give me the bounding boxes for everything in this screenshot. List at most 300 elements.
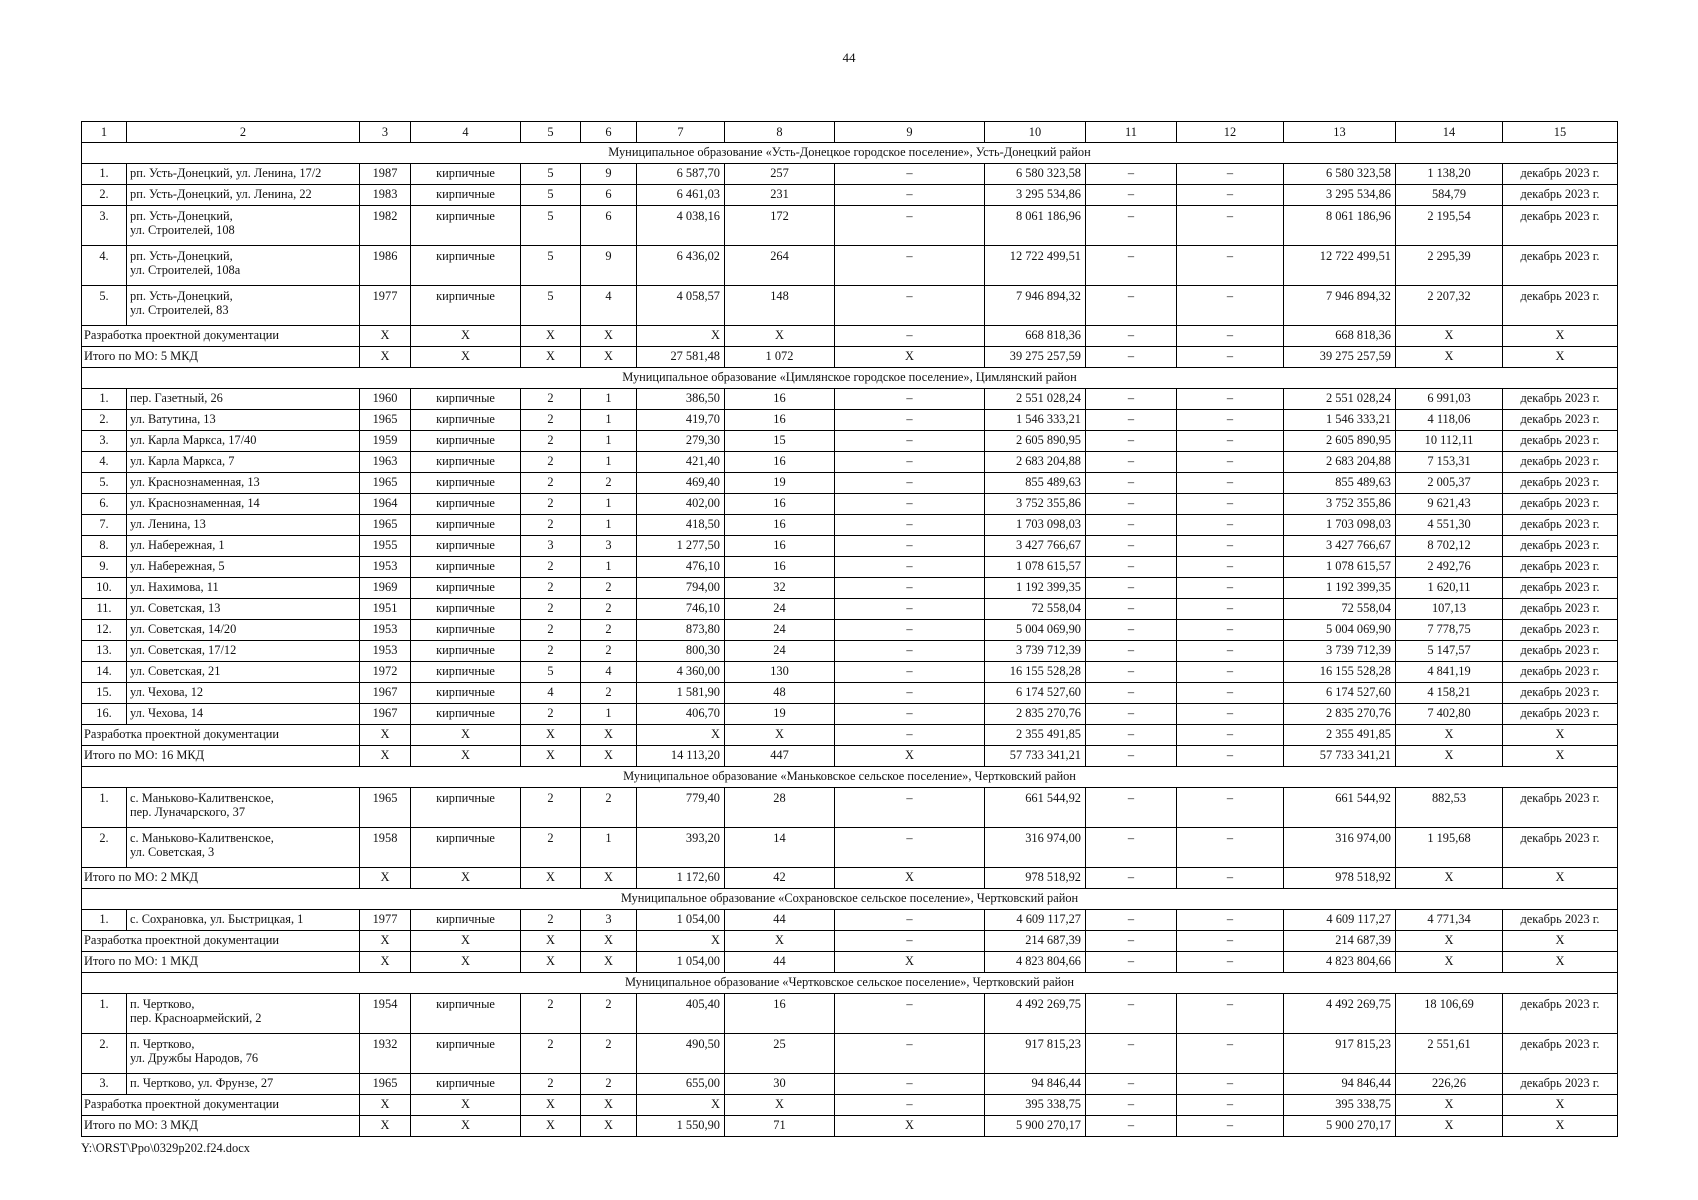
summary-cell: X [581,725,637,746]
summary-cell: X [360,952,411,973]
table-row [82,599,1618,620]
table-cell: 14 [725,828,835,868]
table-cell: 5 [521,206,581,246]
table-cell: 1. [82,164,127,185]
table-cell: – [1177,828,1284,868]
address-cell [127,515,360,536]
summary-cell: X [360,868,411,889]
address-line: ул. Карла Маркса, 17/40 [130,433,257,447]
summary-cell: X [637,931,725,952]
summary-cell: X [835,868,985,889]
table-cell: 1 277,50 [637,536,725,557]
table-cell: 1967 [360,683,411,704]
summary-cell: X [581,746,637,767]
table-cell: 226,26 [1396,1074,1503,1095]
table-row [82,1074,1618,1095]
table-cell: декабрь 2023 г. [1503,1034,1618,1074]
table-cell: 279,30 [637,431,725,452]
address-line: рп. Усть-Донецкий, ул. Ленина, 17/2 [130,166,322,180]
column-header: 4 [411,122,521,143]
table-cell: 4. [82,452,127,473]
table-cell: 8. [82,536,127,557]
summary-cell: 978 518,92 [985,868,1086,889]
table-cell: 402,00 [637,494,725,515]
table-cell: 2 [521,1034,581,1074]
table-cell: 1. [82,788,127,828]
address-line: ул. Чехова, 14 [130,706,204,720]
address-line: ул. Краснознаменная, 13 [130,475,260,489]
table-cell: декабрь 2023 г. [1503,828,1618,868]
table-cell: 9 [581,164,637,185]
page-number: 44 [842,50,856,65]
table-cell: 9. [82,557,127,578]
summary-cell: – [1086,746,1177,767]
table-cell: 16 [725,536,835,557]
table-cell: 16 [725,494,835,515]
table-cell: – [835,578,985,599]
table-cell: 19 [725,473,835,494]
table-cell: – [1086,704,1177,725]
table-cell: 3 295 534,86 [1284,185,1396,206]
summary-cell: – [1086,868,1177,889]
table-cell: 1953 [360,557,411,578]
table-cell: кирпичные [411,599,521,620]
table-row [82,494,1618,515]
table-cell: 4 118,06 [1396,410,1503,431]
table-cell: декабрь 2023 г. [1503,994,1618,1034]
table-cell: 661 544,92 [985,788,1086,828]
address-cell [127,1074,360,1095]
table-cell: – [1086,1074,1177,1095]
summary-cell: X [637,326,725,347]
address-line: ул. Строителей, 108 [130,223,235,237]
address-cell [127,662,360,683]
table-cell: – [1177,452,1284,473]
summary-cell: X [1396,347,1503,368]
table-row [82,410,1618,431]
summary-cell: X [521,868,581,889]
summary-cell: X [521,1116,581,1137]
section-header-row [82,767,1618,788]
table-cell: 3. [82,206,127,246]
address-cell [127,536,360,557]
address-line: п. Чертково, ул. Фрунзе, 27 [130,1076,274,1090]
section-header-row [82,143,1618,164]
address-cell [127,828,360,868]
table-cell: 2 [581,994,637,1034]
table-cell: 1982 [360,206,411,246]
table-cell: 2 [521,557,581,578]
summary-row [82,952,1618,973]
table-cell: 24 [725,620,835,641]
summary-cell: X [835,347,985,368]
table-cell: 2 [581,620,637,641]
table-cell: – [1177,662,1284,683]
summary-cell: 447 [725,746,835,767]
table-row [82,389,1618,410]
table-row [82,185,1618,206]
table-cell: 3 752 355,86 [985,494,1086,515]
table-cell: 4 038,16 [637,206,725,246]
table-cell: 2 [521,494,581,515]
summary-cell: 214 687,39 [985,931,1086,952]
summary-cell: X [411,746,521,767]
table-row [82,557,1618,578]
address-line: ул. Чехова, 12 [130,685,204,699]
column-header: 9 [835,122,985,143]
table-cell: кирпичные [411,910,521,931]
table-cell: 476,10 [637,557,725,578]
summary-cell: X [411,725,521,746]
table-cell: 7. [82,515,127,536]
summary-label: Итого по МО: 16 МКД [82,746,360,767]
table-cell: 6 461,03 [637,185,725,206]
table-row [82,206,1618,246]
table-cell: 257 [725,164,835,185]
address-line: пер. Луначарского, 37 [130,805,246,819]
table-cell: 1. [82,389,127,410]
table-cell: 2. [82,410,127,431]
summary-cell: X [1503,868,1618,889]
table-cell: 5 004 069,90 [1284,620,1396,641]
summary-cell: 39 275 257,59 [1284,347,1396,368]
table-cell: – [835,1074,985,1095]
table-cell: декабрь 2023 г. [1503,662,1618,683]
table-cell: 873,80 [637,620,725,641]
footer-file-path: Y:\ORST\Ppo\0329p202.f24.docx [81,1141,250,1155]
table-cell: 148 [725,286,835,326]
section-title: Муниципальное образование «Усть-Донецкое городское поселение», Усть-Донецкий район [82,143,1618,164]
summary-cell: – [1086,931,1177,952]
summary-row [82,326,1618,347]
table-cell: кирпичные [411,452,521,473]
address-line: ул. Карла Маркса, 7 [130,454,235,468]
table-cell: декабрь 2023 г. [1503,246,1618,286]
table-cell: 2 [521,1074,581,1095]
table-cell: – [1086,246,1177,286]
table-cell: кирпичные [411,704,521,725]
table-cell: 1969 [360,578,411,599]
address-cell [127,206,360,246]
table-cell: 24 [725,599,835,620]
section-title: Муниципальное образование «Сохрановское сельское поселение», Чертковский район [82,889,1618,910]
table-cell: 14. [82,662,127,683]
table-cell: 5. [82,473,127,494]
table-cell: 1 138,20 [1396,164,1503,185]
table-cell: 8 061 186,96 [1284,206,1396,246]
address-line: пер. Красноармейский, 2 [130,1011,262,1025]
address-cell [127,599,360,620]
table-cell: декабрь 2023 г. [1503,704,1618,725]
table-cell: 5 147,57 [1396,641,1503,662]
table-cell: – [1086,473,1177,494]
table-cell: 2 207,32 [1396,286,1503,326]
table-cell: 1 [581,452,637,473]
table-row [82,431,1618,452]
summary-cell: X [521,931,581,952]
table-cell: – [835,599,985,620]
section-header-row [82,368,1618,389]
table-cell: декабрь 2023 г. [1503,536,1618,557]
table-cell: – [1086,206,1177,246]
table-cell: декабрь 2023 г. [1503,557,1618,578]
table-cell: 16 [725,389,835,410]
address-cell [127,620,360,641]
table-cell: кирпичные [411,246,521,286]
table-cell: кирпичные [411,641,521,662]
table-cell: 2 [521,578,581,599]
table-cell: кирпичные [411,536,521,557]
address-cell [127,557,360,578]
table-cell: – [1177,994,1284,1034]
address-cell [127,994,360,1034]
summary-cell: X [360,725,411,746]
table-cell: 1951 [360,599,411,620]
address-line: ул. Нахимова, 11 [130,580,219,594]
table-cell: 1965 [360,788,411,828]
table-row [82,578,1618,599]
summary-cell: X [725,931,835,952]
table-cell: – [1177,431,1284,452]
table-cell: – [835,1034,985,1074]
address-line: с. Сохрановка, ул. Быстрицкая, 1 [130,912,304,926]
table-cell: 2 [581,1074,637,1095]
table-cell: 6 580 323,58 [985,164,1086,185]
summary-cell: 44 [725,952,835,973]
address-line: рп. Усть-Донецкий, [130,209,233,223]
table-cell: 2 [521,620,581,641]
table-row [82,704,1618,725]
summary-cell: – [1086,1116,1177,1137]
table-row [82,828,1618,868]
address-line: п. Чертково, [130,1037,195,1051]
housing-repair-table [81,121,1618,1137]
column-header: 13 [1284,122,1396,143]
summary-label: Разработка проектной документации [82,326,360,347]
section-title: Муниципальное образование «Цимлянское городское поселение», Цимлянский район [82,368,1618,389]
summary-cell: X [521,347,581,368]
table-cell: – [1086,1034,1177,1074]
table-cell: 8 061 186,96 [985,206,1086,246]
table-cell: кирпичные [411,410,521,431]
table-cell: 2 005,37 [1396,473,1503,494]
summary-cell: – [1086,725,1177,746]
address-cell [127,910,360,931]
table-cell: 2 [521,641,581,662]
table-cell: 16 155 528,28 [985,662,1086,683]
table-cell: 1953 [360,641,411,662]
table-cell: 7 153,31 [1396,452,1503,473]
table-cell: 13. [82,641,127,662]
table-cell: 1 581,90 [637,683,725,704]
table-cell: 9 621,43 [1396,494,1503,515]
table-cell: 1 192 399,35 [985,578,1086,599]
table-cell: – [1086,557,1177,578]
table-cell: 1 [581,515,637,536]
table-cell: – [1086,620,1177,641]
table-row [82,1034,1618,1074]
summary-row [82,746,1618,767]
table-cell: 316 974,00 [1284,828,1396,868]
table-cell: 418,50 [637,515,725,536]
table-row [82,536,1618,557]
table-row [82,641,1618,662]
summary-row [82,1116,1618,1137]
summary-cell: – [835,1095,985,1116]
table-cell: кирпичные [411,557,521,578]
summary-cell: X [1503,326,1618,347]
table-cell: 1 192 399,35 [1284,578,1396,599]
table-cell: 2 605 890,95 [1284,431,1396,452]
table-cell: 19 [725,704,835,725]
summary-cell: 27 581,48 [637,347,725,368]
table-cell: 2 [521,452,581,473]
table-cell: 794,00 [637,578,725,599]
summary-cell: – [1177,746,1284,767]
table-cell: – [1086,662,1177,683]
table-cell: 1. [82,994,127,1034]
summary-cell: 39 275 257,59 [985,347,1086,368]
table-cell: 12. [82,620,127,641]
table-cell: декабрь 2023 г. [1503,473,1618,494]
table-cell: 4 [521,683,581,704]
table-cell: 3 [581,910,637,931]
table-cell: – [1177,910,1284,931]
summary-cell: X [360,347,411,368]
summary-cell: X [521,952,581,973]
address-line: ул. Советская, 17/12 [130,643,237,657]
table-cell: – [1086,788,1177,828]
table-cell: 4 492 269,75 [1284,994,1396,1034]
summary-cell: X [1503,1116,1618,1137]
table-cell: – [835,389,985,410]
table-cell: – [1177,620,1284,641]
table-cell: 1 054,00 [637,910,725,931]
table-cell: 421,40 [637,452,725,473]
table-cell: – [1086,164,1177,185]
table-cell: 3 427 766,67 [985,536,1086,557]
address-line: ул. Ватутина, 13 [130,412,216,426]
summary-cell: X [360,746,411,767]
table-cell: 7 946 894,32 [985,286,1086,326]
table-cell: 2 605 890,95 [985,431,1086,452]
table-cell: 94 846,44 [1284,1074,1396,1095]
summary-cell: – [835,326,985,347]
table-cell: 7 946 894,32 [1284,286,1396,326]
address-line: ул. Строителей, 83 [130,303,229,317]
table-cell: 4 841,19 [1396,662,1503,683]
table-cell: 25 [725,1034,835,1074]
table-cell: 107,13 [1396,599,1503,620]
table-cell: 1 [581,828,637,868]
table-cell: 32 [725,578,835,599]
table-cell: 231 [725,185,835,206]
summary-row [82,347,1618,368]
table-cell: кирпичные [411,431,521,452]
table-cell: – [835,557,985,578]
summary-cell: X [725,326,835,347]
column-header: 7 [637,122,725,143]
table-cell: 3. [82,431,127,452]
summary-cell: X [360,1095,411,1116]
table-cell: 316 974,00 [985,828,1086,868]
table-cell: 4 [581,286,637,326]
table-cell: кирпичные [411,683,521,704]
table-cell: – [835,704,985,725]
summary-cell: X [411,868,521,889]
table-cell: 6 174 527,60 [1284,683,1396,704]
address-line: с. Маньково-Калитвенское, [130,791,274,805]
table-cell: 405,40 [637,994,725,1034]
table-cell: 4 158,21 [1396,683,1503,704]
table-cell: 5 004 069,90 [985,620,1086,641]
column-header: 8 [725,122,835,143]
address-line: ул. Краснознаменная, 14 [130,496,260,510]
table-cell: 6 580 323,58 [1284,164,1396,185]
table-cell: 1965 [360,1074,411,1095]
summary-cell: X [360,1116,411,1137]
table-cell: – [1086,389,1177,410]
table-cell: 393,20 [637,828,725,868]
summary-label: Итого по МО: 5 МКД [82,347,360,368]
summary-cell: X [1396,868,1503,889]
table-cell: кирпичные [411,1034,521,1074]
table-cell: 4 771,34 [1396,910,1503,931]
table-cell: 1 [581,704,637,725]
summary-label: Итого по МО: 3 МКД [82,1116,360,1137]
table-cell: – [835,536,985,557]
table-cell: – [835,515,985,536]
table-cell: кирпичные [411,494,521,515]
table-cell: 4 360,00 [637,662,725,683]
summary-cell: X [1503,746,1618,767]
summary-cell: 668 818,36 [985,326,1086,347]
table-cell: 661 544,92 [1284,788,1396,828]
summary-cell: X [1396,1116,1503,1137]
address-line: ул. Советская, 14/20 [130,622,237,636]
table-cell: – [1086,452,1177,473]
table-cell: декабрь 2023 г. [1503,641,1618,662]
column-header: 10 [985,122,1086,143]
table-cell: 5 [521,164,581,185]
address-line: пер. Газетный, 26 [130,391,223,405]
table-cell: 2 683 204,88 [1284,452,1396,473]
summary-cell: – [1177,725,1284,746]
table-cell: 48 [725,683,835,704]
address-cell [127,1034,360,1074]
table-cell: – [1177,788,1284,828]
table-cell: 1 [581,410,637,431]
address-cell [127,452,360,473]
table-cell: 1954 [360,994,411,1034]
column-header: 5 [521,122,581,143]
table-cell: – [1086,185,1177,206]
table-cell: 16 [725,994,835,1034]
table-cell: 4 551,30 [1396,515,1503,536]
address-cell [127,683,360,704]
table-cell: 12 722 499,51 [985,246,1086,286]
table-cell: 5 [521,286,581,326]
address-line: п. Чертково, [130,997,195,1011]
summary-cell: – [1177,1095,1284,1116]
table-cell: 12 722 499,51 [1284,246,1396,286]
summary-label: Итого по МО: 1 МКД [82,952,360,973]
table-cell: декабрь 2023 г. [1503,164,1618,185]
summary-cell: X [1503,931,1618,952]
table-cell: 16. [82,704,127,725]
summary-row [82,868,1618,889]
section-header-row [82,973,1618,994]
